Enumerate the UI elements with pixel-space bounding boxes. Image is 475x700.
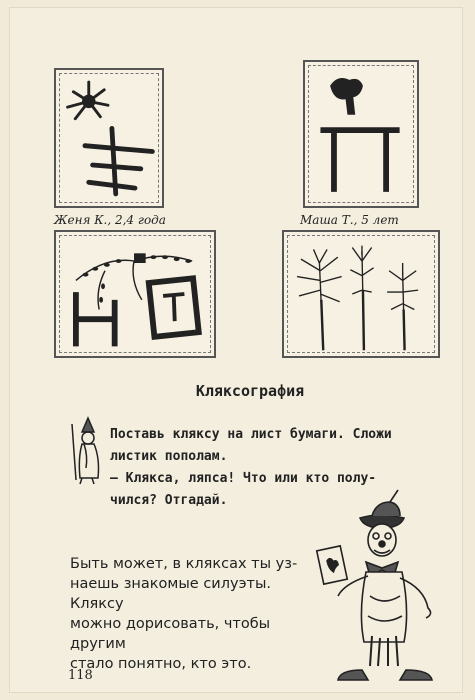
body-paragraph xyxy=(70,554,320,674)
paragraph-line-1: Быть может, в кляксах ты уз- xyxy=(70,556,298,572)
drawing-frame-masha xyxy=(303,60,419,208)
paragraph-line-2: наешь знакомые силуэты. Кляксу xyxy=(70,576,272,612)
caption-zhenya: Женя К., 2,4 года xyxy=(54,213,166,227)
clown-figure-icon xyxy=(310,486,460,686)
caption-masha: Маша Т., 5 лет xyxy=(300,213,399,227)
child-drawing-trees xyxy=(284,232,438,356)
section-title: Кляксография xyxy=(195,382,305,400)
wizard-figure-icon xyxy=(62,414,108,486)
page-number: 118 xyxy=(68,668,93,683)
paragraph-line-3: можно дорисовать, чтобы другим xyxy=(70,616,271,652)
drawing-frame-house xyxy=(54,230,216,358)
instruction-line-3: — Клякса, ляпса! Что или кто полу- xyxy=(110,471,377,486)
instruction-line-2: листик пополам. xyxy=(110,449,228,464)
paragraph-line-4: стало понятно, кто это. xyxy=(70,656,252,672)
child-drawing-zhenya xyxy=(56,70,162,206)
instruction-line-1: Поставь кляксу на лист бумаги. Сложи xyxy=(110,427,392,442)
child-drawing-house xyxy=(56,232,214,356)
instruction-line-4: чился? Отгадай. xyxy=(110,493,228,508)
drawing-frame-trees xyxy=(282,230,440,358)
drawing-frame-zhenya xyxy=(54,68,164,208)
book-page xyxy=(10,8,462,692)
child-drawing-masha xyxy=(305,62,417,206)
